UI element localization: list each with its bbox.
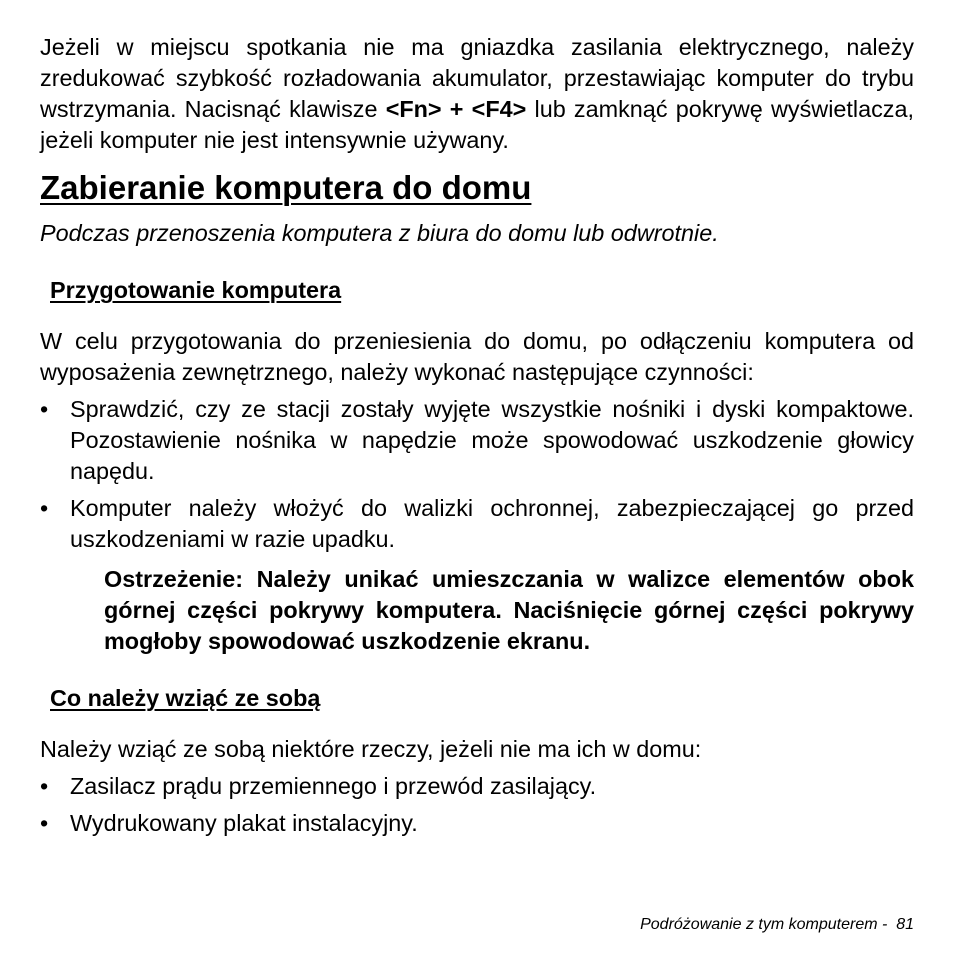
- bullet-icon: •: [40, 396, 49, 422]
- prep-heading: Przygotowanie komputera: [50, 277, 342, 303]
- list-item-text: Wydrukowany plakat instalacyjny.: [70, 810, 418, 836]
- list-item-text: Komputer należy włożyć do walizki ochronnej, zabezpieczającej go przed uszkodzeniami w razie upadku.: [70, 495, 914, 552]
- section-title: Zabieranie komputera do domu: [40, 169, 532, 206]
- footer-text: Podróżowanie z tym komputerem -: [640, 916, 888, 933]
- bullet-icon: •: [40, 495, 49, 521]
- page-footer: [640, 916, 914, 934]
- intro-text-start: Jeżeli w miejscu spotkania nie ma gniazdka zasilania elektrycznego, należy zredukować szybkość rozładowania akumulator, przestawiając komputer do trybu wstrzymania. Nacisnąć klawisze: [40, 34, 914, 122]
- intro-text-end: lub zamknąć pokrywę wyświetlacza, jeżeli komputer nie jest intensywnie używany.: [40, 96, 915, 153]
- bring-bullet-list: [40, 771, 914, 839]
- bullet-icon: •: [40, 810, 49, 836]
- section-subtitle: Podczas przenoszenia komputera z biura do domu lub odwrotnie.: [40, 220, 719, 246]
- list-item: [40, 771, 914, 802]
- list-item-text: Sprawdzić, czy ze stacji zostały wyjęte wszystkie nośniki i dyski kompaktowe. Pozostawienie nośnika w napędzie może spowodować uszkodzenie głowicy napędu.: [70, 396, 914, 484]
- key-fn: <Fn>: [385, 96, 442, 122]
- list-item: [40, 493, 914, 555]
- bring-heading: Co należy wziąć ze sobą: [50, 685, 321, 711]
- intro-paragraph: [40, 32, 914, 156]
- list-item: [40, 808, 914, 839]
- warning-note: Ostrzeżenie: Należy unikać umieszczania w walizce elementów obok górnej części pokrywy komputera. Naciśnięcie górnej części pokrywy mogłoby spowodować uszkodzenie ekranu.: [104, 566, 914, 654]
- key-plus: +: [441, 96, 472, 122]
- prep-paragraph: W celu przygotowania do przeniesienia do domu, po odłączeniu komputera od wyposażenia zewnętrznego, należy wykonać następujące czynności:: [40, 328, 914, 385]
- page-number: 81: [896, 916, 914, 933]
- key-f4: <F4>: [471, 96, 527, 122]
- page-content: [40, 32, 914, 839]
- prep-bullet-list: [40, 394, 914, 555]
- bullet-icon: •: [40, 773, 49, 799]
- list-item-text: Zasilacz prądu przemiennego i przewód zasilający.: [70, 773, 597, 799]
- list-item: [40, 394, 914, 487]
- bring-paragraph: Należy wziąć ze sobą niektóre rzeczy, jeżeli nie ma ich w domu:: [40, 736, 702, 762]
